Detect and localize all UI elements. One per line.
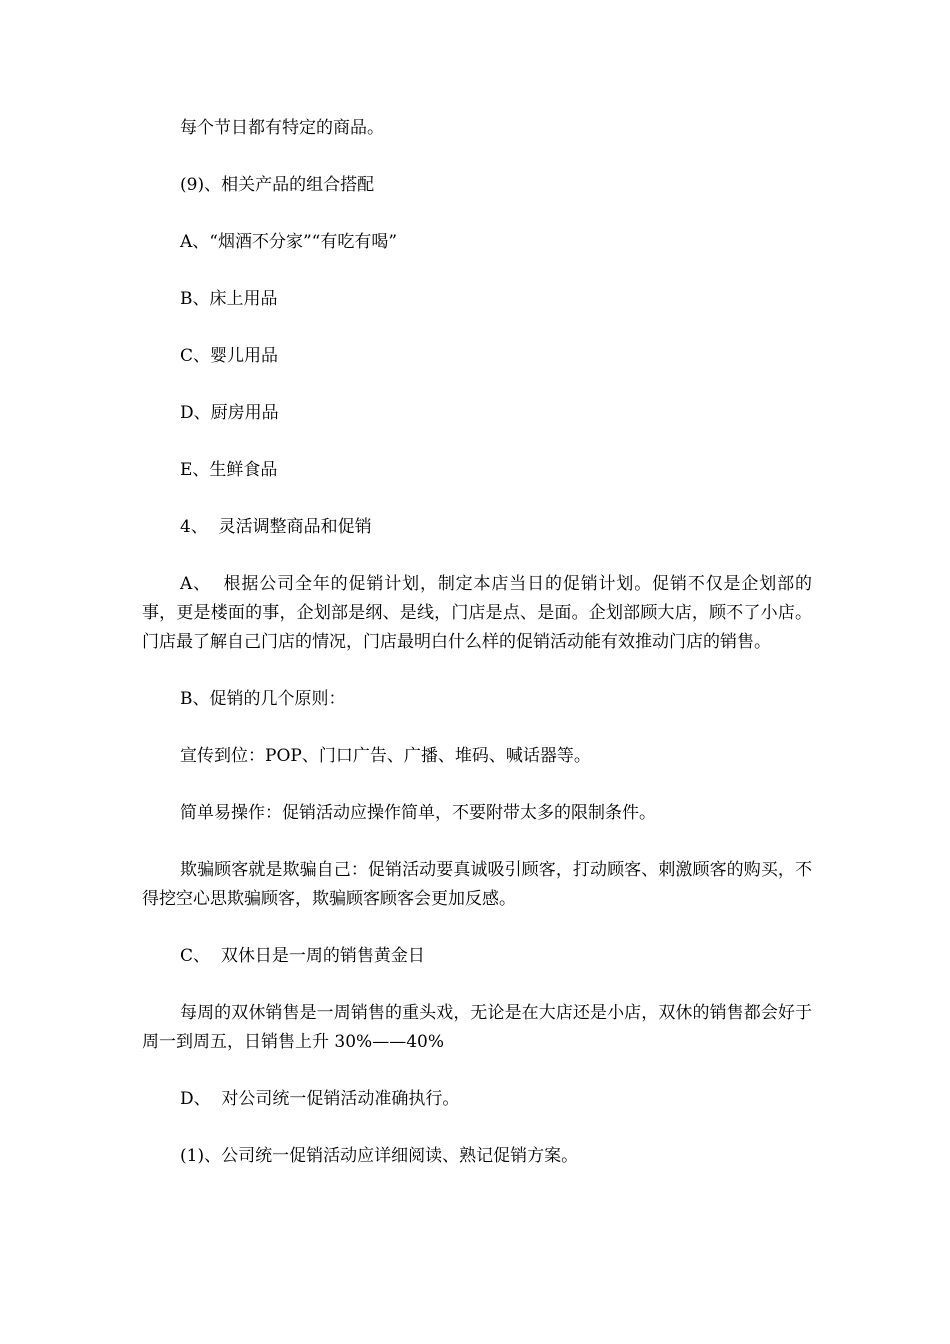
paragraph-item-b: B、床上用品 bbox=[180, 289, 278, 309]
paragraph-item-a: A、“烟酒不分家”“有吃有喝” bbox=[180, 232, 398, 252]
paragraph-weekend-sales: 每周的双休销售是一周销售的重头戏，无论是在大店还是小店，双休的销售都会好于周一到周五，日销售上升 30%——40% bbox=[142, 1003, 812, 1052]
paragraph-product-combination: (9)、相关产品的组合搭配 bbox=[180, 175, 375, 195]
paragraph-holiday-goods: 每个节日都有特定的商品。 bbox=[180, 118, 384, 138]
document-body bbox=[142, 114, 812, 1199]
paragraph-item-d: D、厨房用品 bbox=[180, 403, 279, 423]
section-heading-4: 4、 灵活调整商品和促销 bbox=[180, 517, 372, 537]
paragraph-promotion-principles: B、促销的几个原则： bbox=[180, 689, 346, 709]
paragraph-promotion-plan: A、 根据公司全年的促销计划，制定本店当日的促销计划。促销不仅是企划部的事，更是楼面的事，企划部是纲、是线，门店是点、是面。企划部顾大店，顾不了小店。门店最了解自己门店的情况，门店最明白什么样的促销活动能有效推动门店的销售。 bbox=[142, 574, 812, 652]
paragraph-read-plan: (1)、公司统一促销活动应详细阅读、熟记促销方案。 bbox=[180, 1146, 579, 1166]
paragraph-no-deception: 欺骗顾客就是欺骗自己：促销活动要真诚吸引顾客，打动顾客、刺激顾客的购买，不得挖空心思欺骗顾客，欺骗顾客顾客会更加反感。 bbox=[142, 860, 812, 909]
paragraph-item-e: E、生鲜食品 bbox=[180, 460, 278, 480]
paragraph-weekend-heading: C、 双休日是一周的销售黄金日 bbox=[180, 946, 425, 966]
paragraph-item-c: C、婴儿用品 bbox=[180, 346, 279, 366]
paragraph-execution-heading: D、 对公司统一促销活动准确执行。 bbox=[180, 1089, 460, 1109]
paragraph-simple-operation: 简单易操作：促销活动应操作简单，不要附带太多的限制条件。 bbox=[180, 803, 656, 823]
paragraph-publicity: 宣传到位：POP、门口广告、广播、堆码、喊话器等。 bbox=[180, 746, 591, 766]
